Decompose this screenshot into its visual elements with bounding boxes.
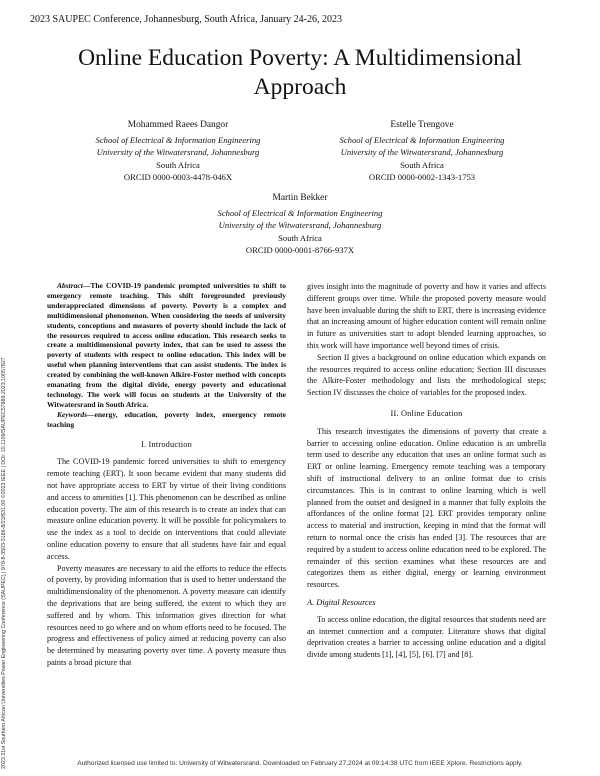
author-school: School of Electrical & Information Engineering (95, 135, 261, 145)
section-heading-introduction: I. Introduction (141, 439, 192, 449)
author-block-3 (190, 191, 410, 256)
paragraph: Poverty measures are necessary to aid the efforts to reduce the effects of poverty, by providing information that is used to better understand the multidimensionality of the phenomenon. A poverty measure can identify the deprivations that are being suffered, the extent to which they are suffered and by whom. This information gives direction for what resources need to go where and on whom efforts need to be focused. The progress and effectiveness of policy aimed at reducing poverty can also be determined by measuring poverty over time. A poverty measure thus paints a broad picture that (47, 563, 286, 667)
paragraph: The COVID-19 pandemic forced universities to shift to emergency remote teaching (ERT). It soon became evident that many students did not have appropriate access to ERT by virtue of their living conditions and access to amenities [1]. This phenomenon can be described as online education poverty. The aim of this research is to create an index that can measure online education poverty. It will be possible for policymakers to use the index as a tool to decide on interventions that could alleviate online education poverty to ensure that all students have fair and equal access. (47, 457, 286, 561)
author-name: Martin Bekker (272, 193, 328, 203)
keywords-text: energy, education, poverty index, emergency remote teaching (47, 409, 286, 429)
paragraph: Section II gives a background on online education which expands on the resources required to access online education; Section III discusses the Alkire-Foster methodology and lists the methodological steps; Section IV discusses the choice of variables for the proposed index. (307, 352, 546, 398)
side-citation-strip (1, 160, 11, 775)
author-block-2 (312, 118, 532, 183)
author-orcid: ORCID 0000-0003-4478-046X (123, 171, 233, 182)
paragraph: To access online education, the digital resources that students need are an internet connection and a computer. Literature shows that digital deprivation creates a barrier to accessing online education and a digital divide among students [1], [4], [5], [6]. [7] and [8]. (307, 614, 546, 660)
left-column (47, 281, 286, 669)
author-university: University of the Witwatersrand, Johannesburg (218, 220, 382, 231)
subsection-heading-digital-resources: A. Digital Resources (307, 597, 376, 607)
author-country: South Africa (156, 159, 200, 170)
abstract-text: The COVID-19 pandemic prompted universities to shift to emergency remote teaching. This shift foregrounded previously underappreciated dimensions of poverty. Poverty is a complex and multidimensional phenomenon. When considering the needs of university students, conceptions and measures of poverty should include the lack of the resources required to access online education. This research seeks to create a multidimensional poverty index, that can be used to assess the poverty of students with respect to online education. This index will be useful when planning interventions that can assist students. The index is created by combining the well-known Alkire-Foster method with concepts emanating from the digital divide, energy poverty and educational technology. The work will focus on students at the University of the Witwatersrand in South Africa. (47, 281, 286, 409)
keywords (47, 410, 286, 430)
author-orcid: ORCID 0000-0002-1343-1753 (368, 171, 476, 182)
author-country: South Africa (400, 159, 444, 170)
author-name: Estelle Trengove (390, 120, 454, 130)
download-footer: Authorized licensed use limited to: University of Witwatersrand. Downloaded on February 27,2024 at 09:14:38 UTC from IEEE Xplore. Restrictions apply. (77, 760, 523, 767)
abstract (47, 281, 286, 410)
paragraph: gives insight into the magnitude of poverty and how it varies and affects different groups over time. While the proposed poverty measure would have been invaluable during the shift to ERT, there is increasing evidence that an increasing amount of higher education content will remain online in future as universities start to adopt blended learning approaches, so this work will have importance well beyond times of crisis. (307, 282, 546, 350)
paragraph: This research investigates the dimensions of poverty that create a barrier to accessing online education. Online education is an umbrella term used to describe any education that uses an online format such as ERT or online learning. Emergency remote teaching was a temporary shift of instructional delivery to an online format due to crisis circumstances. This is in contrast to online learning which is well planned from the outset and designed in a manner that fully exploits the affordances of the online format [2]. ERT provides temporary online access to material and instruction, keeping in mind that the format will return to normal once the crisis has ended [3]. The resources that are required by a student to access online education need to be explored. The remainder of this section examines what these resources are and categorizes them as either digital, energy or learning environment resources. (307, 426, 546, 590)
author-school: School of Electrical & Information Engineering (217, 208, 383, 218)
author-university: University of the Witwatersrand, Johannesburg (340, 147, 504, 158)
author-country: South Africa (278, 232, 322, 243)
right-column (307, 281, 546, 661)
author-block-1 (68, 118, 288, 183)
abstract-label: Abstract— (57, 281, 91, 290)
section-heading-online-education: II. Online Education (390, 408, 463, 418)
author-name: Mohammed Raees Dangor (127, 120, 229, 130)
author-university: University of the Witwatersrand, Johannesburg (96, 147, 260, 158)
side-citation-text: 2023 31st Southern African Universities Power Engineering Conference (SAUPEC) | 979-8-3503-3186-8/23/$31.00 ©2023 IEEE | DOI: 10.1109/SAUPEC57889.2023.10057827 (1, 357, 7, 769)
conference-header: 2023 SAUPEC Conference, Johannesburg, South Africa, January 24-26, 2023 (30, 14, 342, 25)
keywords-label: Keywords— (57, 409, 95, 419)
author-school: School of Electrical & Information Engineering (339, 135, 505, 145)
paper-title: Online Education Poverty: A Multidimensional Approach (78, 45, 522, 100)
author-orcid: ORCID 0000-0001-8766-937X (245, 244, 355, 255)
